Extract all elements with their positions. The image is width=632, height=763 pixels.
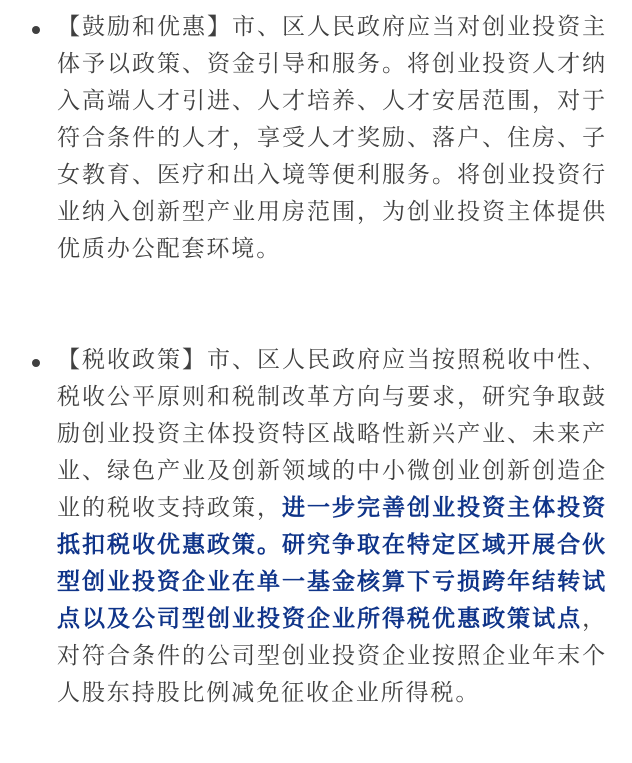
paragraph-tax-policy [57,342,607,712]
paragraph-text: 【鼓励和优惠】市、区人民政府应当对创业投资主体予以政策、资金引导和服务。将创业投资人才纳入高端人才引进、人才培养、人才安居范围，对于符合条件的人才，享受人才奖励、落户、住房、子女教育、医疗和出入境等便利服务。将创业投资行业纳入创新型产业用房范围，为创业投资主体提供优质办公配套环境。 [57,14,607,262]
paragraph-text: ，对符合条件的公司型创业投资企业按照企业年末个人股东持股比例减免征收企业所得税。 [57,606,607,706]
bullet-icon [32,26,40,34]
paragraph-encouragement [57,9,607,268]
paragraph-text: 【税收政策】市、区人民政府应当按照税收中性、税收公平原则和税制改革方向与要求，研究争取鼓励创业投资主体投资特区战略性新兴产业、未来产业、绿色产业及创新领域的中小微创业创新创造企业的税收支持政策， [57,347,607,521]
bullet-icon [32,359,40,367]
emphasized-text: 进一步完善创业投资主体投资抵扣税收优惠政策。研究争取在特定区域开展合伙型创业投资企业在单一基金核算下亏损跨年结转试点以及公司型创业投资企业所得税优惠政策试点 [57,495,607,632]
